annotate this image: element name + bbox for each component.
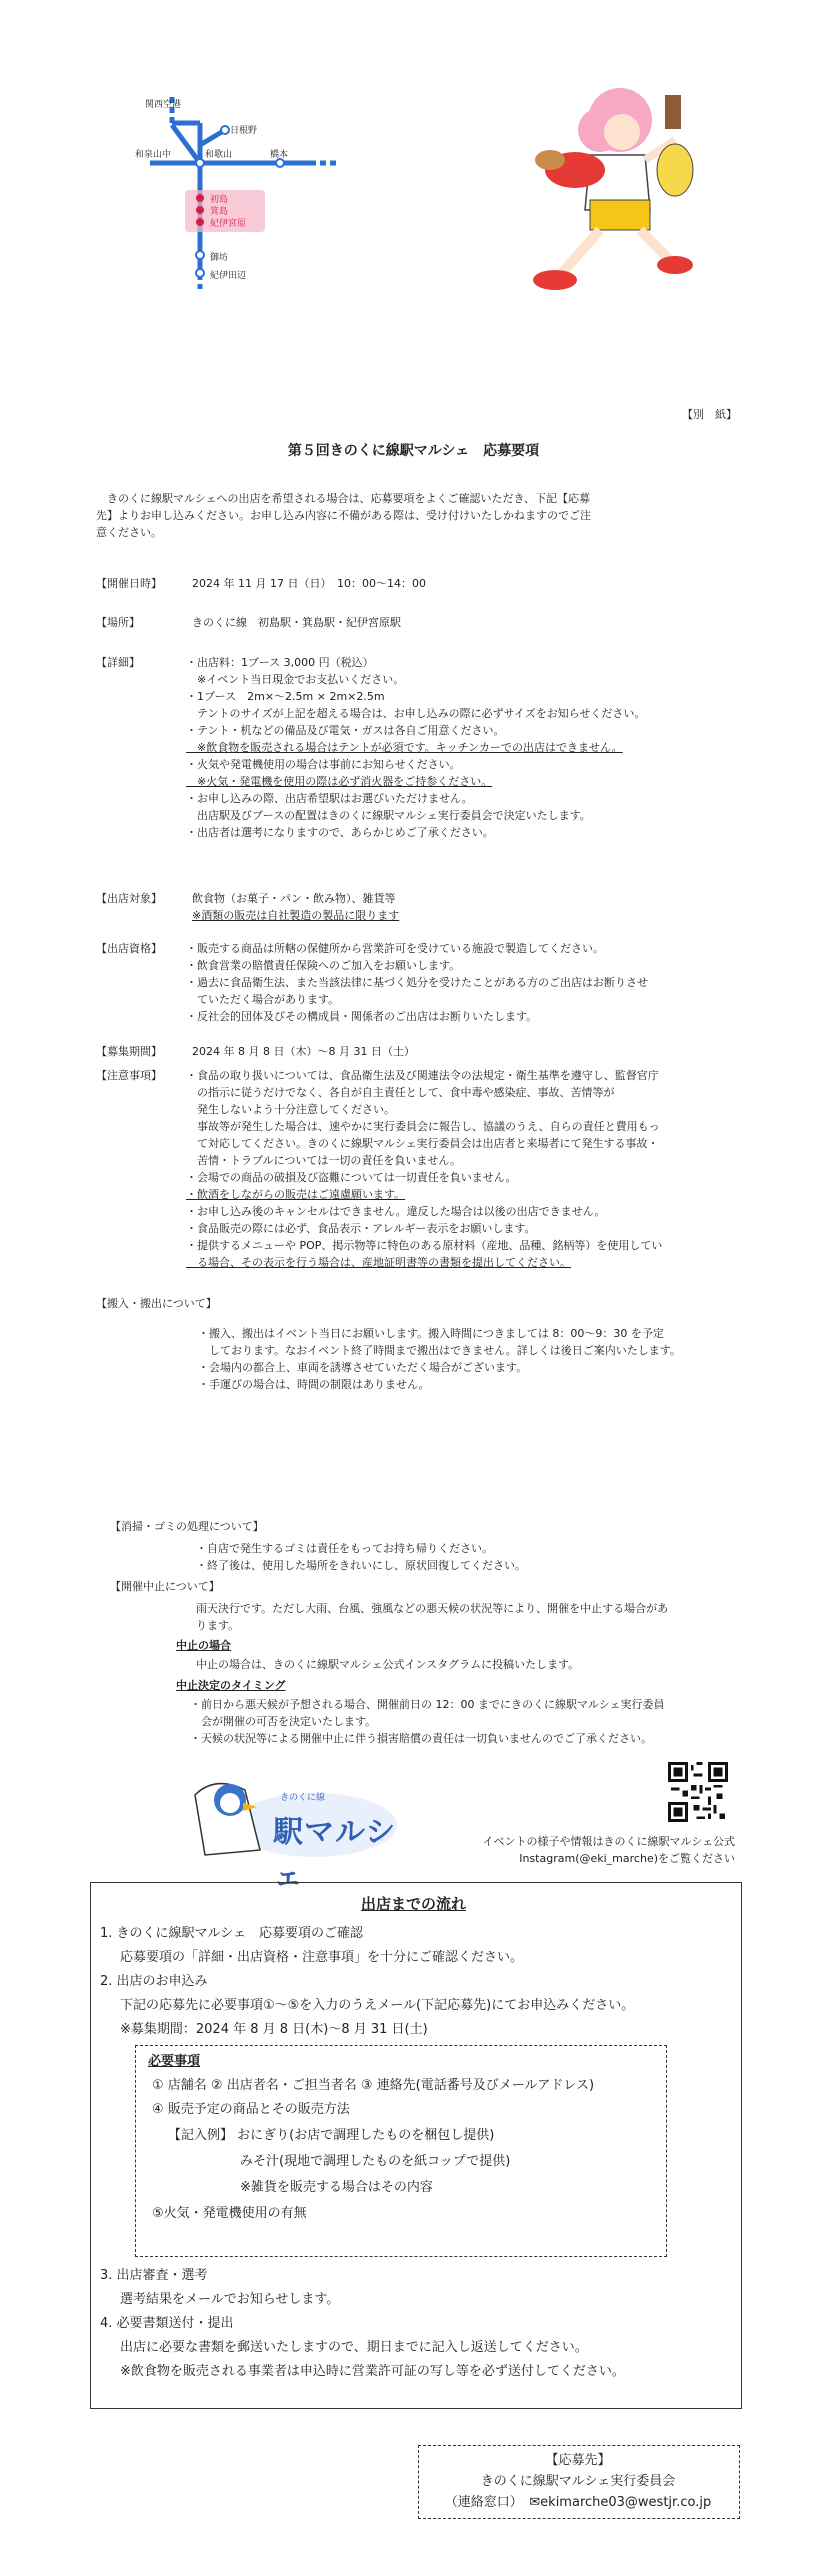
flow-title: 出店までの流れ (360, 1895, 466, 1913)
flow-step4-note: ※飲食物を販売される事業者は申込時に営業許可証の写し等を必ず送付してください。 (120, 2364, 625, 2379)
flow-step1-text: 応募要項の「詳細・出店資格・注意事項」を十分にご確認ください。 (120, 1950, 524, 1965)
cancel-label: 【開催中止について】 (110, 1580, 220, 1593)
flow-step4-text: 出店に必要な書類を郵送いたしますので、期日までに記入し返送してください。 (120, 2340, 588, 2355)
cancel-sub2: 中止決定のタイミング (176, 1679, 286, 1692)
required-items-title: 必要事項 (148, 2054, 201, 2069)
station-hineno: 日根野 (230, 126, 258, 136)
route-map-lines (130, 85, 360, 295)
details-label: 【詳細】 (96, 656, 140, 669)
station-minoshima: 箕島 (210, 207, 229, 217)
example-line-1: 【記入例】 おにぎり(お店で調理したものを梱包し提供) (168, 2128, 495, 2143)
flow-step3-heading: 3. 出店審査・選考 (100, 2268, 208, 2283)
place-label: 【場所】 (96, 616, 140, 629)
page-title: 第５回きのくに線駅マルシェ 応募要項 (287, 443, 540, 459)
loading-list: ・搬入、搬出はイベント当日にお願いします。搬入時間につきましては 8：00～9：30 を予定 しております。なおイベント終了時間まで搬出はできません。詳しくは後日ご案内いたします。 ・会場内の都合上、車両を誘導させていただく場合がございます。 ・手運びの場合は、時間の制限はありません。 (198, 1327, 681, 1391)
notes-list: ・食品の取り扱いについては、食品衛生法及び関連法令の法規定・衛生基準を遵守し、監督官庁 の指示に従うだけでなく、各自が自主責任として、食中毒や感染症、事故、苦情等が 発生しないよう十分注意してください。 事故等が発生した場合は、速やかに実行委員会に報告し、協議のうえ、自らの責任と費用もっ て対応してください。きのくに線駅マルシェ実行委員会は出店者と来場者にて発生する事故・ 苦情・トラブルについては一切の責任を負いません。 ・会場での商品の破損及び盗難については一切責任を負いません。 ・飲酒をしながらの販売はご遠慮願います。 ・お申し込み後のキャンセルはできません。違反した場合は以後の出店できません。 ・食品販売の際には必ず、食品表示・アレルギー表示をお願いします。 ・提供するメニューや POP、掲示物等に特色のある原材料（産地、品種、銘柄等）を使用してい る場合、その表示を行う場合は、産地証明書等の書類を提出してください。 (186, 1069, 663, 1269)
place-value: きのくに線 初島駅・箕島駅・紀伊宮原駅 (192, 616, 401, 629)
target-list: 飲食物（お菓子・パン・飲み物）、雑貨等 ※酒類の販売は自社製造の製品に限ります (192, 892, 400, 922)
garbage-list: ・自店で発生するゴミは責任をもってお持ち帰りください。 ・終了後は、使用した場所をきれいにし、原状回復してください。 (196, 1542, 526, 1572)
flow-step2-note: ※募集期間：2024 年 8 月 8 日(木)～8 月 31 日(土) (120, 2022, 428, 2037)
flow-step2-text: 下記の応募先に必要事項①～⑤を入力のうえメール(下記応募先)にてお申込みください。 (120, 1998, 635, 2013)
date-value: 2024 年 11 月 17 日（日） 10：00～14：00 (192, 577, 426, 590)
logo-text: 駅マルシェ (273, 1815, 397, 1894)
eki-marche-logo (185, 1755, 400, 1894)
contact-title: 【応募先】 (545, 2453, 611, 2468)
required-item-4: ④ 販売予定の商品とその販売方法 (152, 2102, 350, 2117)
station-hashimoto: 橋本 (270, 150, 289, 160)
required-item-1-3: ① 店舗名 ② 出店者名・ご担当者名 ③ 連絡先(電話番号及びメールアドレス) (152, 2078, 595, 2093)
required-item-5: ⑤火気・発電機使用の有無 (152, 2206, 307, 2221)
flow-step4-heading: 4. 必要書類送付・提出 (100, 2316, 234, 2331)
details-list: ・出店料：1ブース 3,000 円（税込） ※イベント当日現金でお支払いください。 ・1ブース 2m×～2.5m × 2m×2.5m テントのサイズが上記を超える場合は、お申し込みの際に必ずサイズをお知らせください。 ・テント・机などの備品及び電気・ガスは各自ご用意ください。 ※飲食物を販売される場合はテントが必須です。キッチンカーでの出店はできません。 ・火気や発電機使用の場合は事前にお知らせください。 ※火気・発電機を使用の際は必ず消火器をご持参ください。 ・お申し込みの際、出店希望駅はお選びいただけません。 出店駅及びブースの配置はきのくに線駅マルシェ実行委員会で決定いたします。 ・出店者は選考になりますので、あらかじめご了承ください。 (186, 656, 646, 839)
logo-small-text: きのくに線 (280, 1793, 326, 1803)
period-value: 2024 年 8 月 8 日（木）～8 月 31 日（土） (192, 1045, 415, 1058)
contact-email[interactable]: （連絡窓口） ✉ekimarche03@westjr.co.jp (444, 2495, 712, 2510)
qualification-label: 【出店資格】 (96, 942, 162, 955)
route-map (130, 85, 360, 295)
example-line-2: みそ汁(現地で調理したものを紙コップで提供) (240, 2154, 511, 2169)
target-label: 【出店対象】 (96, 892, 162, 905)
loading-label: 【搬入・搬出について】 (96, 1297, 217, 1310)
cancel-intro: 雨天決行です。ただし大雨、台風、強風などの悪天候の状況等により、開催を中止する場合があ ります。 (196, 1602, 669, 1632)
example-line-3: ※雑貨を販売する場合はその内容 (240, 2180, 433, 2195)
qualification-list: ・販売する商品は所轄の保健所から営業許可を受けている施設で製造してください。 ・飲食営業の賠償責任保険へのご加入をお願いします。 ・過去に食品衛生法、また当該法律に基づく処分を受けたことがある方のご出店はお断りさせ ていただく場合があります。 ・反社会的団体及びその構成員・関係者のご出店はお断りいたします。 (186, 942, 648, 1023)
flow-step3-text: 選考結果をメールでお知らせします。 (120, 2292, 340, 2307)
cancel-sub1: 中止の場合 (176, 1639, 231, 1652)
cancel-sub1-text: 中止の場合は、きのくに線駅マルシェ公式インスタグラムに投稿いたします。 (196, 1658, 580, 1671)
station-gobo: 御坊 (210, 253, 229, 263)
cancel-sub2-list: ・前日から悪天候が予想される場合、開催前日の 12：00 までにきのくに線駅マルシェ実行委員 会が開催の可否を決定いたします。 ・天候の状況等による開催中止に伴う損害賠償の責任は一切負いませんのでご了承ください。 (190, 1698, 665, 1745)
station-wakayama: 和歌山 (205, 150, 233, 160)
instagram-caption: イベントの様子や情報はきのくに線駅マルシェ公式 Instagram(@eki_marche)をご覧ください (482, 1835, 735, 1865)
instagram-qr-code[interactable] (668, 1762, 728, 1822)
notes-label: 【注意事項】 (96, 1069, 162, 1082)
flow-step1-heading: 1. きのくに線駅マルシェ 応募要項のご確認 (100, 1926, 363, 1941)
period-label: 【募集期間】 (96, 1045, 162, 1058)
flow-step2-heading: 2. 出店のお申込み (100, 1974, 208, 1989)
station-hatsushima: 初島 (210, 195, 229, 205)
station-izumiyamanaka: 和泉山中 (135, 150, 172, 160)
annex-label: 【別 紙】 (682, 408, 737, 421)
garbage-label: 【消掃・ゴミの処理について】 (110, 1520, 264, 1533)
character-illustration (470, 60, 700, 295)
contact-org: きのくに線駅マルシェ実行委員会 (480, 2474, 676, 2489)
station-kiitanabe: 紀伊田辺 (210, 271, 247, 281)
date-label: 【開催日時】 (96, 577, 162, 590)
station-kiimiyahara: 紀伊宮原 (210, 219, 247, 229)
intro-paragraph: きのくに線駅マルシェへの出店を希望される場合は、応募要項をよくご確認いただき、下記【応募 先】よりお申し込みください。お申し込み内容に不備がある際は、受け付けいたしかねますのでご注 意ください。 (96, 492, 591, 539)
station-kansai-airport: 関西空港 (145, 100, 182, 110)
